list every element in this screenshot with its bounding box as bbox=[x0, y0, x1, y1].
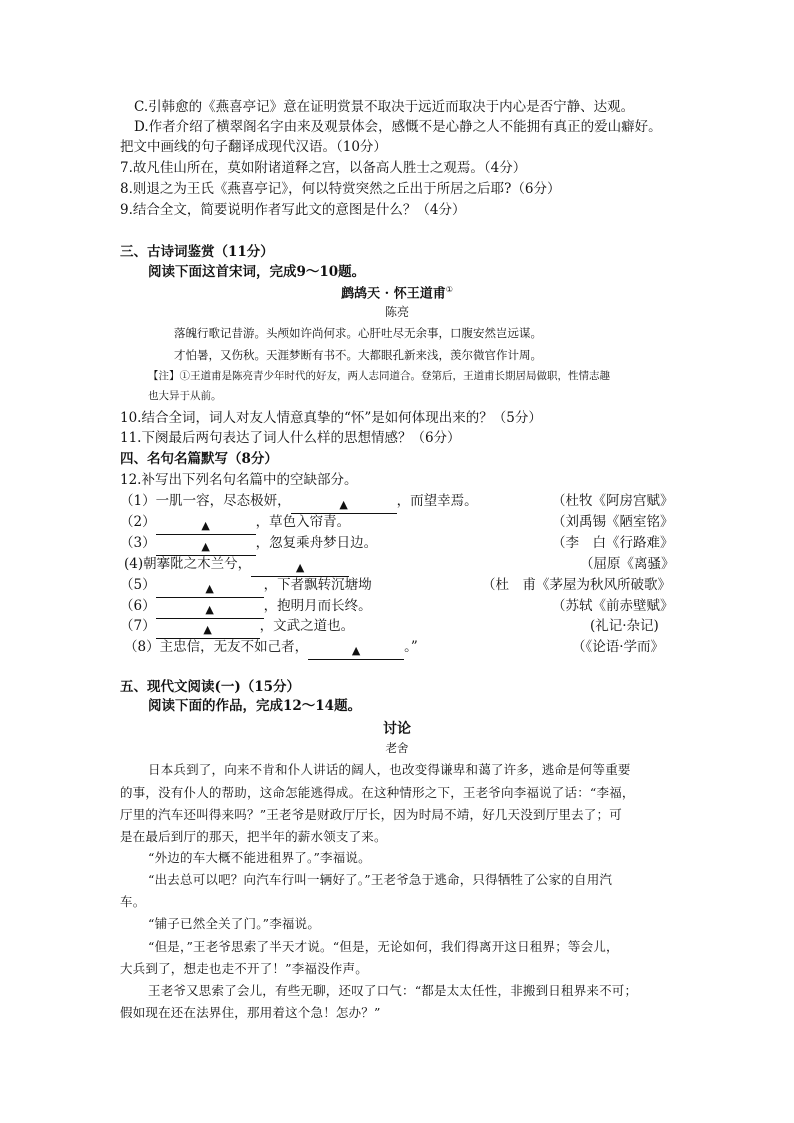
answer-blank[interactable]: ▲ bbox=[156, 624, 260, 639]
poem-title-text: 鹧鸪天 · 怀王道甫 bbox=[341, 286, 446, 302]
item-number: （5） bbox=[120, 577, 156, 593]
dictation-item-3 bbox=[120, 537, 377, 556]
choice-c: C.引韩愈的《燕喜亭记》意在证明赏景不取决于远近而取决于内心是否宁静、达观。 bbox=[134, 99, 635, 115]
item-number: （7） bbox=[120, 618, 156, 634]
footnote-marker: ① bbox=[445, 285, 453, 294]
item-text-after: ，草色入帘青。 bbox=[255, 514, 351, 530]
item-text-after: ，下者飘转沉塘坳 bbox=[263, 577, 372, 593]
dictation-item-2 bbox=[120, 516, 350, 535]
item-number: （3） bbox=[120, 535, 156, 551]
question-8: 8.则退之为王氏《燕喜亭记》，何以特赏突然之丘出于所居之后耶?（6分） bbox=[120, 181, 561, 197]
item-number: （8） bbox=[124, 639, 160, 655]
story-line: “铺子已然全关了门。”李福说。 bbox=[148, 916, 321, 931]
poem-line-1: 落魄行歌记昔游。头颅如许尚何求。心肝吐尽无余事，口腹安然岂远谋。 bbox=[174, 326, 542, 340]
section-5-instruction: 阅读下面的作品，完成12～14题。 bbox=[148, 698, 362, 714]
poem-title bbox=[0, 286, 794, 300]
story-line: 王老爷又思索了会儿，有些无聊，还叹了口气：“都是太太任性，非搬到日租界来不可； bbox=[148, 983, 638, 998]
item-source: （李 白《行路难》 bbox=[552, 535, 674, 551]
item-number: （2） bbox=[120, 514, 156, 530]
answer-blank[interactable]: ▲ bbox=[291, 499, 397, 514]
question-7: 7.故凡佳山所在，莫如附诸道释之宫，以备高人胜士之观焉。（4分） bbox=[120, 160, 527, 176]
dictation-item-8 bbox=[124, 641, 418, 660]
item-source: （《论语·学而》 bbox=[572, 639, 665, 655]
answer-blank[interactable]: ▲ bbox=[251, 562, 349, 577]
story-line: 车。 bbox=[120, 894, 146, 909]
item-number: (4) bbox=[124, 556, 144, 572]
story-line: 大兵到了，想走也走不开了！”李福没作声。 bbox=[120, 961, 368, 976]
story-author: 老舍 bbox=[385, 741, 409, 755]
question-9: 9.结合全文，简要说明作者写此文的意图是什么？（4分） bbox=[120, 202, 466, 218]
question-12: 12.补写出下列名句名篇中的空缺部分。 bbox=[120, 472, 358, 488]
story-line: “出去总可以吧？向汽车行叫一辆好了。”王老爷急于逃命，只得牺牲了公家的自用汽 bbox=[148, 872, 613, 887]
item-source: （杜牧《阿房宫赋》 bbox=[552, 493, 674, 509]
story-line: 的事，没有仆人的帮助，这命怎能逃得成。在这种情形之下，王老爷向李福说了话：“李福， bbox=[120, 785, 635, 800]
item-number: （1） bbox=[120, 493, 156, 509]
question-11: 11.下阕最后两句表达了词人什么样的思想情感？（6分） bbox=[120, 430, 461, 446]
item-number: （6） bbox=[120, 598, 156, 614]
item-text-before: 朝搴阰之木兰兮， bbox=[143, 556, 252, 572]
answer-blank[interactable]: ▲ bbox=[156, 604, 264, 619]
poem-note-line-1: 【注】①王道甫是陈亮青少年时代的好友，两人志同道合。登第后，王道甫长期居局做职，性情志趣 bbox=[148, 370, 610, 382]
item-text-after: ，而望幸焉。 bbox=[396, 493, 478, 509]
section-3-title: 三、古诗词鉴赏（11分） bbox=[120, 244, 274, 260]
story-line: 日本兵到了，向来不肯和仆人讲话的阔人，也改变得谦卑和蔼了许多，逃命是何等重要 bbox=[148, 762, 631, 777]
item-text-after: ，忽复乘舟梦日边。 bbox=[255, 535, 378, 551]
section-5-title: 五、现代文阅读(一)（15分） bbox=[120, 679, 301, 695]
dictation-item-7 bbox=[120, 620, 354, 639]
section-4-title: 四、名句名篇默写（8分） bbox=[120, 451, 278, 467]
story-title: 讨论 bbox=[383, 721, 411, 737]
answer-blank[interactable]: ▲ bbox=[308, 645, 404, 660]
item-text-after: ，文武之道也。 bbox=[259, 618, 355, 634]
story-line: 假如现在还在法界住，那用着这个急！怎办？” bbox=[120, 1005, 381, 1020]
poem-note-line-2: 也大异于从前。 bbox=[148, 390, 222, 402]
item-source: （刘禹锡《陋室铭》 bbox=[552, 514, 674, 530]
dictation-item-6 bbox=[120, 600, 372, 619]
story-line: “外边的车大概不能进租界了。”李福说。 bbox=[148, 850, 371, 865]
item-text-after: 。” bbox=[404, 639, 418, 655]
poet-name: 陈亮 bbox=[384, 305, 409, 319]
story-line: “但是，”王老爷思索了半天才说。“但是，无论如何，我们得离开这日租界；等会儿， bbox=[148, 939, 619, 954]
story-line: 是在最后到厅的那天，把半年的薪水领支了来。 bbox=[120, 829, 387, 844]
answer-blank[interactable]: ▲ bbox=[156, 520, 256, 535]
answer-blank[interactable]: ▲ bbox=[156, 541, 256, 556]
item-source: （苏轼《前赤壁赋》 bbox=[552, 598, 674, 614]
dictation-item-1 bbox=[120, 495, 478, 514]
poem-line-2: 才怕暑，又伤秋。天涯梦断有书不。大都眼孔新来浅，羡尔微官作计周。 bbox=[174, 348, 542, 362]
dictation-item-5 bbox=[120, 579, 372, 598]
translate-instruction: 把文中画线的句子翻译成现代汉语。（10分） bbox=[120, 139, 387, 155]
item-source: （杜 甫《茅屋为秋风所破歌》 bbox=[482, 577, 671, 593]
choice-d: D.作者介绍了横翠阁名字由来及观景体会，感慨不是心静之人不能拥有真正的爱山癖好。 bbox=[134, 119, 662, 135]
item-source: (礼记·杂记) bbox=[590, 618, 659, 634]
item-source: （屈原《离骚》 bbox=[580, 556, 675, 572]
answer-blank[interactable]: ▲ bbox=[156, 583, 264, 598]
item-text-before: 一肌一容，尽态极妍， bbox=[155, 493, 291, 509]
item-text-after: ，抱明月而长终。 bbox=[263, 598, 372, 614]
story-line: 厅里的汽车还叫得来吗？”王老爷是财政厅厅长，因为时局不靖，好几天没到厅里去了；可 bbox=[120, 807, 622, 822]
question-10: 10.结合全词，词人对友人情意真挚的“怀”是如何体现出来的？（5分） bbox=[120, 410, 542, 426]
item-text-before: 主忠信，无友不如己者， bbox=[159, 639, 309, 655]
section-3-instruction: 阅读下面这首宋词，完成9～10题。 bbox=[148, 264, 366, 280]
dictation-item-4 bbox=[124, 558, 349, 577]
